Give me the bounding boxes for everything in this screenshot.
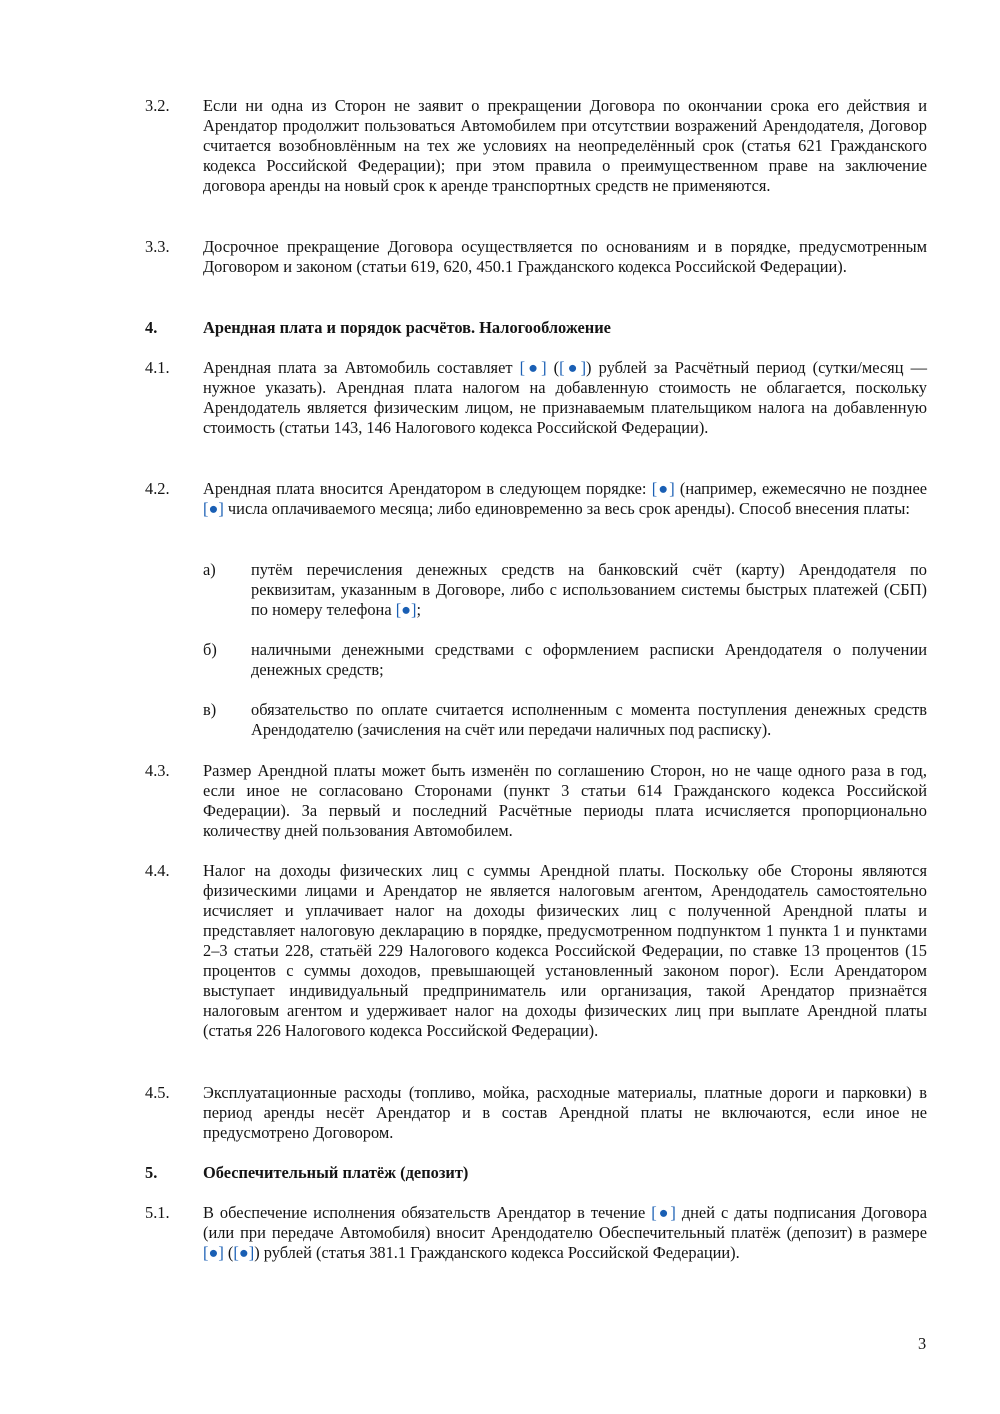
clause-3-3-text: Досрочное прекращение Договора осуществляется по основаниям и в порядке, предусмотренным Договором и законом (статьи 619, 620, 450.1 Гражданского кодекса Российской Федерации). xyxy=(203,237,927,276)
section-number: 4. xyxy=(145,318,158,337)
placeholder-field: [●] xyxy=(519,358,547,377)
clause-number: 4.4. xyxy=(145,861,170,880)
placeholder-field: [●] xyxy=(203,1243,224,1262)
list-item-text: путём перечисления денежных средств на банковский счёт (карту) Арендодателя по реквизитам, указанным в Договоре, либо с использованием системы быстрых платежей (СБП) по номеру телефона [●]; xyxy=(251,560,927,619)
page-number: 3 xyxy=(918,1334,927,1353)
clause-4-2-text: Арендная плата вносится Арендатором в следующем порядке: [●] (например, ежемесячно не позднее [●] числа оплачиваемого месяца; либо единовременно за весь срок аренды). Способ внесения платы: xyxy=(203,479,927,518)
clause-4-1-text: Арендная плата за Автомобиль составляет [●] ([●]) рублей за Расчётный период (сутки/месяц — нужное указать). Арендная плата налогом на добавленную стоимость не облагается, поскольку Арендодатель является физическим лицом, не признаваемым плательщиком налога на добавленную стоимость (статьи 143, 146 Налогового кодекса Российской Федерации). xyxy=(203,358,927,437)
clause-number: 4.3. xyxy=(145,761,170,780)
placeholder-field: [●] xyxy=(651,479,675,498)
section-5-heading: Обеспечительный платёж (депозит) xyxy=(203,1163,469,1182)
clause-number: 3.2. xyxy=(145,96,170,115)
placeholder-field: [●] xyxy=(203,499,224,518)
clause-3-2-text: Если ни одна из Сторон не заявит о прекращении Договора по окончании срока его действия и Арендатор продолжит пользоваться Автомобилем при отсутствии возражений Арендодателя, Договор считается возобновлённым на тех же условиях на неопределённый срок (статья 621 Гражданского кодекса Российской Федерации); при этом правила о преимущественном праве на заключение договора аренды на новый срок к аренде транспортных средств не применяются. xyxy=(203,96,927,195)
list-item-text: обязательство по оплате считается исполненным с момента поступления денежных средств Арендодателю (зачисления на счёт или передачи наличных под расписку). xyxy=(251,700,927,739)
clause-4-4-text: Налог на доходы физических лиц с суммы Арендной платы. Поскольку обе Стороны являются физическими лицами и Арендатор не является налоговым агентом, Арендодатель самостоятельно исчисляет и уплачивает налог на доходы физических лиц с полученной Арендной платы и представляет налоговую декларацию в порядке, предусмотренном подпунктом 1 пункта 1 и пунктами 2–3 статьи 228, статьёй 229 Налогового кодекса Российской Федерации, по ставке 13 процентов (15 процентов с суммы доходов, превышающей установленный законом порог). Если Арендатором выступает индивидуальный предприниматель или организация, такой Арендатор признаётся налоговым агентом и удерживает налог на доходы физических лиц при выплате Арендной платы (статья 226 Налогового кодекса Российской Федерации). xyxy=(203,861,927,1040)
clause-4-3-text: Размер Арендной платы может быть изменён по соглашению Сторон, но не чаще одного раза в год, если иное не согласовано Сторонами (пункт 3 статьи 614 Гражданского кодекса Российской Федерации). За первый и последний Расчётные периоды плата исчисляется пропорционально количеству дней пользования Автомобилем. xyxy=(203,761,927,840)
placeholder-field: [●] xyxy=(233,1243,255,1262)
list-item-label: в) xyxy=(203,700,217,719)
clause-number: 5.1. xyxy=(145,1203,170,1222)
placeholder-field: [●] xyxy=(559,358,587,377)
clause-number: 4.5. xyxy=(145,1083,170,1102)
placeholder-field: [●] xyxy=(651,1203,676,1222)
clause-number: 4.2. xyxy=(145,479,170,498)
placeholder-field: [●] xyxy=(395,600,417,619)
list-item-text: наличными денежными средствами с оформлением расписки Арендодателя о получении денежных средств; xyxy=(251,640,927,679)
section-number: 5. xyxy=(145,1163,158,1182)
clause-number: 3.3. xyxy=(145,237,170,256)
section-4-heading: Арендная плата и порядок расчётов. Налогообложение xyxy=(203,318,611,337)
clause-5-1-text: В обеспечение исполнения обязательств Арендатор в течение [●] дней с даты подписания Договора (или при передаче Автомобиля) вносит Арендодателю Обеспечительный платёж (депозит) в размере [●] ([●]) рублей (статья 381.1 Гражданского кодекса Российской Федерации). xyxy=(203,1203,927,1262)
clause-number: 4.1. xyxy=(145,358,170,377)
list-item-label: б) xyxy=(203,640,217,659)
list-item-label: а) xyxy=(203,560,216,579)
clause-4-5-text: Эксплуатационные расходы (топливо, мойка, расходные материалы, платные дороги и парковки) в период аренды несёт Арендатор и в состав Арендной платы не включаются, если иное не предусмотрено Договором. xyxy=(203,1083,927,1142)
